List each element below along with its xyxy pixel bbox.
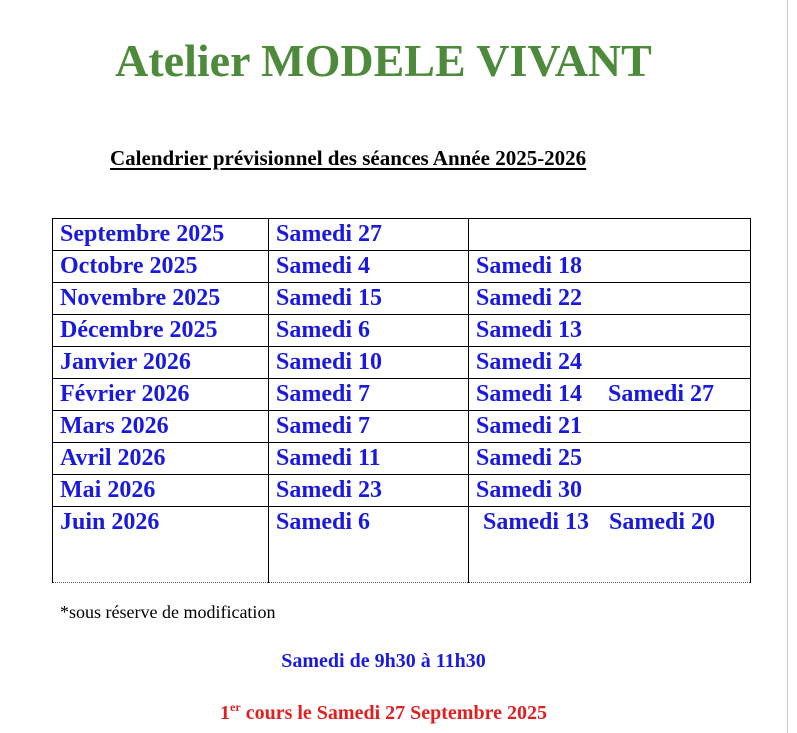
first-course-number: 1 bbox=[220, 702, 231, 724]
table-row bbox=[53, 379, 751, 411]
date-cell: Samedi 27 bbox=[269, 219, 469, 251]
extra-date-label: Samedi 20 bbox=[609, 509, 716, 535]
date-label: Samedi 25 bbox=[476, 445, 583, 471]
month-cell: Novembre 2025 bbox=[53, 283, 269, 315]
page-edge-line bbox=[787, 0, 788, 733]
date-cell: Samedi 7 bbox=[269, 379, 469, 411]
date-cell: Samedi 6 bbox=[269, 315, 469, 347]
page-title bbox=[0, 32, 767, 90]
extra-date-label: Samedi 27 bbox=[608, 381, 715, 407]
table-row bbox=[53, 283, 751, 315]
month-cell: Janvier 2026 bbox=[53, 347, 269, 379]
date-label: Samedi 13 bbox=[476, 317, 583, 343]
first-course-text: cours le Samedi 27 Septembre 2025 bbox=[245, 702, 547, 724]
table-row bbox=[53, 443, 751, 475]
first-course-superscript: er bbox=[230, 700, 241, 714]
table-row bbox=[53, 315, 751, 347]
date-cell bbox=[469, 379, 751, 411]
date-cell bbox=[469, 251, 751, 283]
table-row bbox=[53, 251, 751, 283]
table-row bbox=[53, 347, 751, 379]
date-label: Samedi 24 bbox=[476, 349, 583, 375]
date-cell: Samedi 15 bbox=[269, 283, 469, 315]
month-cell: Octobre 2025 bbox=[53, 251, 269, 283]
title-modele-vivant: MODELE VIVANT bbox=[261, 35, 652, 86]
table-row bbox=[53, 411, 751, 443]
date-cell bbox=[469, 411, 751, 443]
first-course-announcement bbox=[0, 700, 767, 726]
date-cell bbox=[469, 315, 751, 347]
month-cell: Avril 2026 bbox=[53, 443, 269, 475]
date-label: Samedi 13 bbox=[483, 509, 590, 535]
date-cell bbox=[469, 347, 751, 379]
date-label: Samedi 14 bbox=[476, 381, 583, 407]
month-cell: Septembre 2025 bbox=[53, 219, 269, 251]
month-cell: Mars 2026 bbox=[53, 411, 269, 443]
date-cell bbox=[469, 283, 751, 315]
month-cell: Février 2026 bbox=[53, 379, 269, 411]
session-hours: Samedi de 9h30 à 11h30 bbox=[281, 650, 486, 672]
date-label: Samedi 18 bbox=[476, 253, 583, 279]
schedule-table bbox=[52, 218, 751, 583]
date-cell: Samedi 4 bbox=[269, 251, 469, 283]
date-cell bbox=[469, 443, 751, 475]
table-row bbox=[53, 475, 751, 507]
month-cell: Décembre 2025 bbox=[53, 315, 269, 347]
date-cell bbox=[469, 507, 751, 583]
date-cell: Samedi 10 bbox=[269, 347, 469, 379]
date-cell bbox=[469, 475, 751, 507]
table-row bbox=[53, 219, 751, 251]
date-cell: Samedi 6 bbox=[269, 507, 469, 583]
date-cell: Samedi 7 bbox=[269, 411, 469, 443]
date-label: Samedi 30 bbox=[476, 477, 583, 503]
month-cell: Mai 2026 bbox=[53, 475, 269, 507]
date-label: Samedi 21 bbox=[476, 413, 583, 439]
date-cell: Samedi 23 bbox=[269, 475, 469, 507]
title-atelier: Atelier bbox=[115, 35, 250, 86]
date-label: Samedi 22 bbox=[476, 285, 583, 311]
month-cell: Juin 2026 bbox=[53, 507, 269, 583]
calendar-subtitle: Calendrier prévisionnel des séances Année 2025-2026 bbox=[110, 146, 587, 170]
modification-note: *sous réserve de modification bbox=[60, 602, 276, 622]
date-cell bbox=[469, 219, 751, 251]
table-row bbox=[53, 507, 751, 583]
date-cell: Samedi 11 bbox=[269, 443, 469, 475]
